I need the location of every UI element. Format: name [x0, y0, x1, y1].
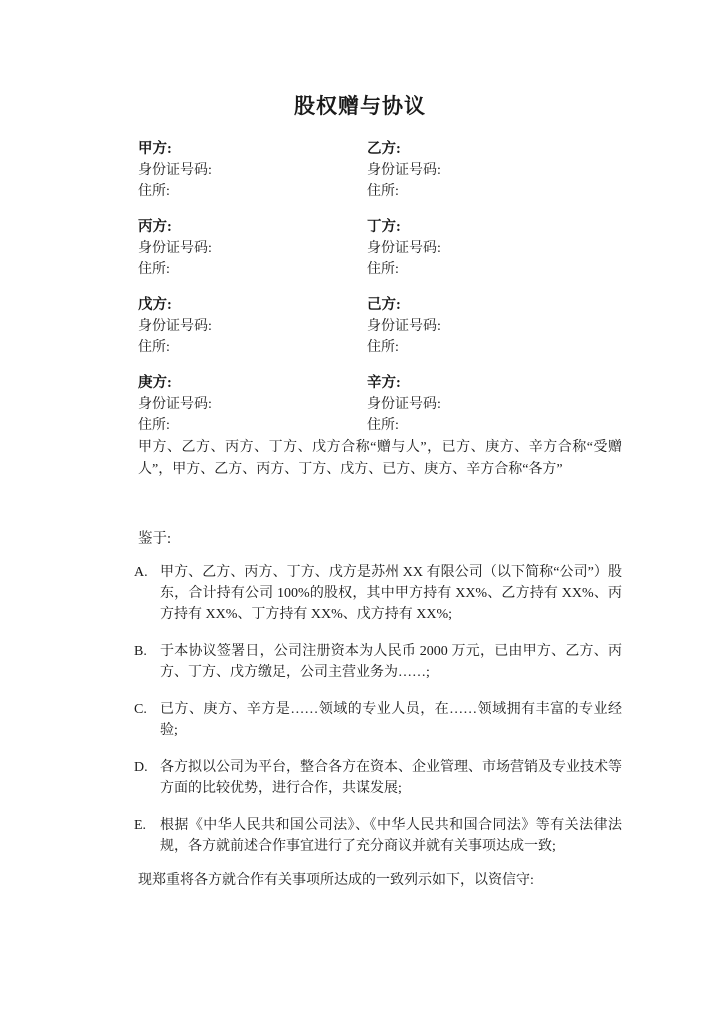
party-id-label: 身份证号码: — [367, 319, 441, 334]
whereas-item-d — [134, 757, 622, 799]
whereas-item-text: 于本协议签署日，公司注册资本为人民币 2000 万元，已由甲方、乙方、丙方、丁方、戊方缴足，公司主营业务为……; — [160, 644, 622, 680]
party-id-label: 身份证号码: — [367, 163, 441, 178]
party-address-label: 住所: — [367, 184, 399, 199]
party-block-xinfang — [367, 373, 620, 436]
party-name: 甲方: — [138, 141, 172, 157]
party-block-dingfang — [367, 217, 620, 280]
whereas-item-text: 各方拟以公司为平台，整合各方在资本、企业管理、市场营销及专业技术等方面的比较优势，进行合作，共谋发展; — [160, 760, 622, 796]
party-name: 乙方: — [367, 141, 401, 157]
party-id-label: 身份证号码: — [138, 319, 212, 334]
party-name: 庚方: — [138, 375, 172, 391]
closing-paragraph: 现郑重将各方就合作有关事项所达成的一致列示如下，以资信守: — [138, 873, 534, 888]
whereas-item-text: 已方、庚方、辛方是……领域的专业人员，在……领域拥有丰富的专业经验; — [160, 702, 622, 738]
party-block-yifang — [367, 139, 620, 202]
party-name: 丙方: — [138, 219, 172, 235]
party-id-label: 身份证号码: — [138, 241, 212, 256]
whereas-item-text: 甲方、乙方、丙方、丁方、戊方是苏州 XX 有限公司（以下简称“公司”）股东，合计持有公司 100%的股权，其中甲方持有 XX%、乙方持有 XX%、丙方持有 XX%、丁方持有 XX%、戊方持有 XX%; — [160, 565, 622, 622]
party-block-jiafang — [138, 139, 367, 202]
party-block-gengfang — [138, 373, 367, 436]
intro-paragraph: 甲方、乙方、丙方、丁方、戊方合称“赠与人”，已方、庚方、辛方合称“受赠人”，甲方、乙方、丙方、丁方、戊方、已方、庚方、辛方合称“各方” — [138, 440, 622, 477]
party-address-label: 住所: — [138, 184, 170, 199]
whereas-heading: 鉴于: — [138, 531, 172, 547]
party-block-jifang — [367, 295, 620, 358]
party-block-bingfang — [138, 217, 367, 280]
party-id-label: 身份证号码: — [138, 397, 212, 412]
parties-grid — [138, 139, 620, 436]
party-name: 戊方: — [138, 297, 172, 313]
whereas-item-label: B. — [134, 644, 147, 659]
document-title: 股权赠与协议 — [294, 94, 426, 118]
party-address-label: 住所: — [138, 262, 170, 277]
party-id-label: 身份证号码: — [367, 397, 441, 412]
party-address-label: 住所: — [138, 418, 170, 433]
party-name: 己方: — [367, 297, 401, 313]
whereas-item-a — [134, 562, 622, 625]
party-address-label: 住所: — [367, 340, 399, 355]
whereas-item-label: E. — [134, 818, 147, 833]
party-id-label: 身份证号码: — [367, 241, 441, 256]
whereas-item-label: C. — [134, 702, 147, 717]
party-block-wufang — [138, 295, 367, 358]
whereas-item-text: 根据《中华人民共和国公司法》、《中华人民共和国合同法》等有关法律法规，各方就前述合作事宜进行了充分商议并就有关事项达成一致; — [160, 818, 622, 854]
party-id-label: 身份证号码: — [138, 163, 212, 178]
party-name: 丁方: — [367, 219, 401, 235]
party-address-label: 住所: — [367, 262, 399, 277]
whereas-item-label: D. — [134, 760, 148, 775]
whereas-item-e — [134, 815, 622, 857]
whereas-item-label: A. — [134, 565, 148, 580]
whereas-item-c — [134, 699, 622, 741]
party-name: 辛方: — [367, 375, 401, 391]
whereas-list — [134, 562, 622, 873]
party-address-label: 住所: — [138, 340, 170, 355]
whereas-item-b — [134, 641, 622, 683]
party-address-label: 住所: — [367, 418, 399, 433]
